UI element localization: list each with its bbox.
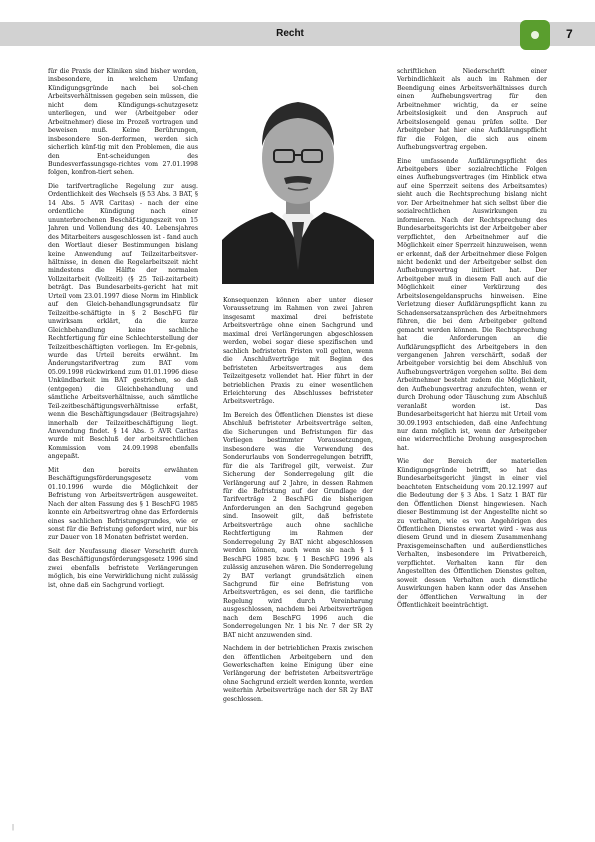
paragraph: Seit der Neufassung dieser Vorschrift durch das Beschäftigungsförderungsgesetz 1996 sind zwei ebenfalls befristete Verlängerungen möglich, bis eine Verwirklichung nicht zulässig ist, ohne daß ein Sachgrund vorliegt. xyxy=(48,547,198,589)
text-column-2 xyxy=(223,297,373,837)
paragraph: Wie der Bereich der materiellen Kündigungsgründe betrifft, so hat das Bundesarbeitsgericht jüngst in einer viel beachteten Entscheidung vom 20.12.1997 auf die Bedeutung der § 3 Abs. 1 Satz 1 BAT für den Öffentlichen Dienst hingewiesen. Nach dieser Bestimmung ist der Angestellte nicht so zu verhalten, wie es von Angehörigen des Öffentlichen Dienstes erwartet wird - was aus diesem Grund und in diesem Zusammenhang Praxisgemeinschaften und außerdienstliches Verhalten, insbesondere im Privatbereich, verpflichtet. Verhalten kann für den Angestellten des Öffentlichen Dienstes gelten, soweit dessen Verhalten auch dienstliche Auswirkungen haben kann oder das Ansehen der öffentlichen Verwaltung in der Öffentlichkeit beeinträchtigt. xyxy=(397,458,547,610)
paragraph: Eine umfassende Aufklärungspflicht des Arbeitgebers über sozialrechtliche Folgen eines Aufhebungsvertrages (im Hinblick etwa auf eine Sperrzeit seitens des Arbeitsamtes) sieht auch die Rechtsprechung bislang nicht vor. Der Arbeitnehmer hat sich selbst über die sozialrechtlichen Auswirkungen zu informieren. Nach der Rechtsprechung des Bundesarbeitsgerichts ist der Arbeitgeber aber verpflichtet, den Arbeitnehmer auf die Möglichkeit einer Sperrzeit hinzuweisen, wenn er erkennt, daß der Arbeitnehmer diese Folgen nicht bedenkt und der Arbeitgeber selbst den Aufhebungsvertrag initiiert hat. Der Arbeitgeber muß in diesem Fall auch auf die Möglichkeit einer Verkürzung des Arbeitslosengeldanspruchs hinweisen. Eine Verletzung dieser Aufklärungspflicht kann zu Schadensersatzansprüchen des Arbeitnehmers führen, die bei dem Arbeitgeber geltend gemacht werden können. Die Rechtsprechung hat die Anforderungen an die Aufklärungspflicht des Arbeitgebers in den vergangenen Jahren verschärft, sodaß der Arbeitgeber vorsichtig bei dem Abschluß von Aufhebungsverträgen vorgehen sollte. Bei dem Arbeitnehmer besteht zudem die Möglichkeit, den Aufhebungsvertrag anzufechten, wenn er durch Drohung oder Täuschung zum Abschluß veranlaßt worden ist. Das Bundesarbeitsgericht hat hierzu mit Urteil vom 30.09.1993 entschieden, daß eine Anfechtung nur dann möglich ist, wenn der Arbeitgeber eine widerrechtliche Drohung ausgesprochen hat. xyxy=(397,157,547,452)
paragraph: Nachdem in der betrieblichen Praxis zwischen den öffentlichen Arbeitgebern und den Gewerkschaften keine Einigung über eine Verlängerung der befristeten Arbeitsverträge ohne Sachgrund erzielt werden konnte, werden weiterhin Arbeitsverträge nach der SR 2y BAT geschlossen. xyxy=(223,645,373,703)
paragraph: Die tarifvertragliche Regelung zur ausg. Ordentlichkeit des Wechsels (§ 53 Abs. 3 BAT, § 14 Abs. 5 AVR Caritas) - nach der eine ordentliche Kündigung nach einer ununterbrochenen Beschäf-tigungszeit von 15 Jahren und Vollendung des 40. Lebensjahres des Mitarbeiters ausgeschlossen ist - fand auch den Wortlaut dieser Bestimmungen bislang keine Anwendung auf Teilzeitarbeitsver-hältnisse, in denen die Regelarbeitszeit nicht mindestens die Hälfte der normalen Vollzeitarbeit (Vollzeit) (§ 25 Teil-zeitarbeit) beträgt. Das Bundesarbeits-gericht hat mit Urteil vom 23.01.1997 diese Norm im Hinblick auf den Gleich-behandlungsgrundsatz für Teilzeitbe-schäftigte in § 2 BeschFG für unwirksam erklärt, da die kurze Gleichbehandlung keine sachliche Rechtfertigung für eine Schlechterstellung der Teilzeitbeschäftigten vorliegen. Im Er-gebnis, wurde das Urteil bereits erwähnt. Im Änderungstarifvertrag zum BAT vom 05.09.1998 rückwirkend zum 01.01.1996 diese Unkündbarkeit im BAT gestrichen, so daß (entgegen) die Gleichbehandlung und sämtliche Arbeitsverhältnisse, auch sämtliche Teil-zeitbeschäftigungsverhältnisse erfaßt, wenn die Beschäftigungsdauer (Beitragsjahre) innerhalb der Teilzeitbeschäftigung liegt. Anwendung findet. § 14 Abs. 5 AVR Caritas wurde mit Beschluß der arbeitsrechtlichen Kommission vom 24.09.1998 ebenfalls angepaßt. xyxy=(48,182,198,461)
margin-mark: | xyxy=(12,824,15,831)
paragraph: Konsequenzen können aber unter dieser Voraussetzung im Rahmen von zwei Jahren insgesamt maximal drei befristete Arbeitsverträge ohne einen Sachgrund und maximal drei Verlängerungen abgeschlossen werden, wobei sogar diese spezifischen und sachlich befristeten Fristen voll gelten, wenn die Anschlußverträge mit Beginn des befristeten Arbeitsvertrages aus dem Teilzeitgesetz vollendet hat. Hier führt in der betrieblichen Praxis zu einer wesentlichen Erleichterung des Abschlusses befristeter Arbeitsverträge. xyxy=(223,297,373,406)
paragraph: schriftlichen Niederschrift einer Verbindlichkeit als auch im Rahmen der Beendigung eines Arbeitsverhältnisses durch einen Aufhebungsvertrag für den Arbeitnehmer wichtig, da er seine Arbeitslosigkeit und den Anspruch auf Arbeitslosengeld genau prüfen sollte. Der Arbeitgeber hat hier eine Aufklärungspflicht für die Folgen, die sich aus einem Aufhebungsvertrag ergeben. xyxy=(397,68,547,152)
text-column-3 xyxy=(397,68,547,828)
portrait-photo-icon xyxy=(222,70,374,284)
section-title: Recht xyxy=(276,28,304,39)
paragraph: für die Praxis der Kliniken sind bisher worden, insbesondere, in welchem Umfang Kündigungsgründe nach bei sol-chen Arbeitsverhältnissen gegeben sein müssen, die nicht dem Kündigungs-schutzgesetz unterliegen, und wer (Arbeitgeber oder Arbeitnehmer) diese im Prozeß vortragen und beweisen muß. Keine Berührungen, insbesondere Son-derformen, werden sich sicherlich künf-tig mit den Problemen, die aus den Ent-scheidungen des Bundesverfassungsge-richtes vom 27.01.1998 folgen, konfron-tiert sehen. xyxy=(48,68,198,177)
badge-dot-icon xyxy=(531,31,539,39)
text-column-1 xyxy=(48,68,198,828)
page-number: 7 xyxy=(566,27,573,41)
page-badge xyxy=(520,20,550,50)
paragraph: Mit den bereits erwähnten Beschäftigungsförderungsgesetz vom 01.10.1996 wurde die Möglichkeit der Befristung von Arbeitsverträgen ausgeweitet. Nach der alten Fassung des § 1 BeschFG 1985 konnte ein Arbeitsvertrag ohne das Erfordernis eines sachlichen Befristungsgrundes, wie er sonst für die Befristung gefordert wird, nur bis zur Dauer von 18 Monaten befristet werden. xyxy=(48,466,198,542)
paragraph: Im Bereich des Öffentlichen Dienstes ist diese Abschluß befristeter Arbeitsverträge selten, die Sicherungen und Befristungen für das Vorliegen bestimmter Voraussetzungen, insbesondere was die Verwendung des Sonderurlaubs von Sonderregelungen betrifft, für die als Tarifregel gilt, verweist. Zur Sicherung der Sonderregelung gilt die Verlängerung auf 2 Jahre, in dessen Rahmen für die Befristung auf der Grundlage der Tarifverträge 2 BeschFG die bisherigen Anforderungen an den Sachgrund gegeben sind. Insoweit gilt, daß befristete Arbeitsverträge auch ohne sachliche Rechtfertigung im Rahmen der Sonderregelung 2y BAT nicht abgeschlossen werden können, auch wenn sie nach § 1 BeschFG 1985 bzw. § 1 BeschFG 1996 als zulässig anzusehen wären. Die Sonderregelung 2y BAT verlangt grundsätzlich einen Sachgrund für eine Befristung von Arbeitsverträgen, es sei denn, die tarifliche Regelung wird durch Vereinbarung ausgeschlossen, nachdem bei Arbeitsverträgen nach dem BeschFG 1996 auch die Sonderregelungen Nr. 1 bis Nr. 7 der SR 2y BAT nicht anzuwenden sind. xyxy=(223,411,373,639)
